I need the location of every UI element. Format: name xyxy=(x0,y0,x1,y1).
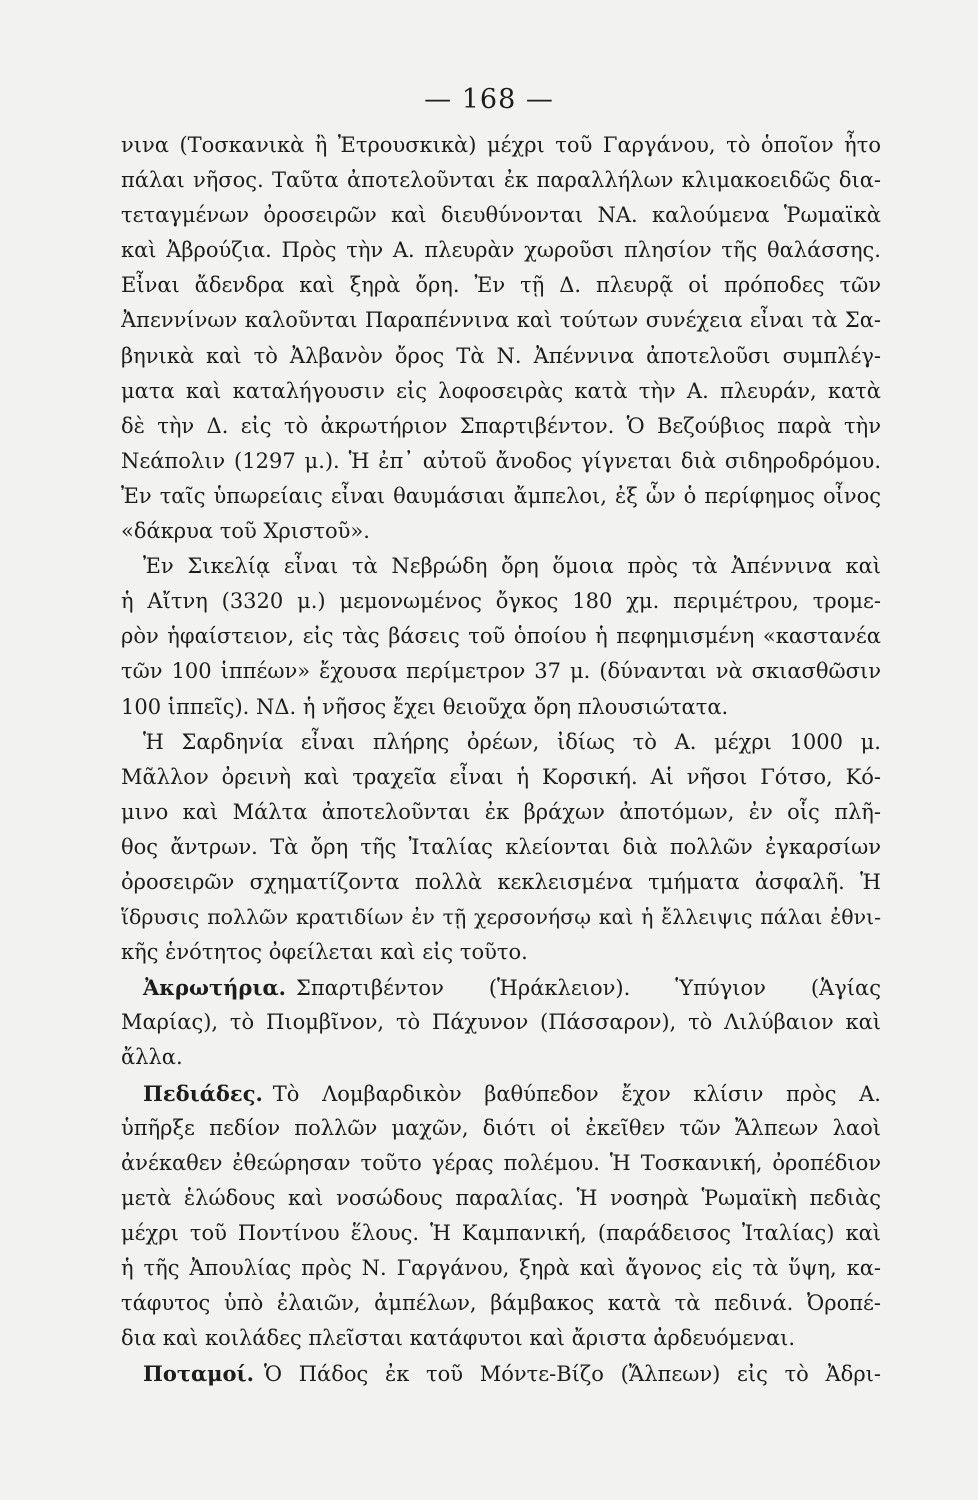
line-text: ἀνέκαθεν ἐθεώρησαν τοῦτο γέρας πολέμου. Ἡ Τοσκανική, ὀροπέδιον xyxy=(121,1150,881,1175)
line-text: τῶν 100 ἱππέων» ἔχουσα περίμετρον 37 μ. (δύνανται νὰ σκιασθῶσιν xyxy=(121,659,881,684)
line-text: ἵδρυσις πολλῶν κρατιδίων ἐν τῇ χερσονήσῳ καὶ ἡ ἔλλειψις πάλαι ἐθνι- xyxy=(121,905,881,930)
text-line xyxy=(121,1216,881,1251)
text-line xyxy=(121,830,881,865)
text-line xyxy=(121,549,881,584)
line-text: νινα (Τοσκανικὰ ἢ Ἐτρουσκικὰ) μέχρι τοῦ Γαργάνου, τὸ ὁποῖον ἦτο xyxy=(121,133,881,157)
line-text: Μᾶλλον ὀρεινὴ καὶ τραχεῖα εἶναι ἡ Κορσική. Αἱ νῆσοι Γότσο, Κό- xyxy=(121,764,881,789)
text-line xyxy=(121,935,881,970)
section-heading: Ἀκρωτήρια. xyxy=(143,975,286,1001)
text-line xyxy=(121,1321,881,1356)
text-line xyxy=(121,233,881,268)
text-line xyxy=(121,865,881,900)
text-line xyxy=(121,725,881,760)
line-text: μινο καὶ Μάλτα ἀποτελοῦνται ἐκ βράχων ἀποτόμων, ἐν οἷς πλῆ- xyxy=(121,799,881,824)
text-line xyxy=(121,409,881,444)
text-line xyxy=(121,690,881,725)
body-text xyxy=(121,128,881,1391)
text-line xyxy=(121,339,881,374)
text-line xyxy=(121,128,881,163)
text-line xyxy=(121,1076,881,1111)
line-text: δια καὶ κοιλάδες πλεῖσται κατάφυτοι καὶ ἄριστα ἀρδευόμεναι. xyxy=(121,1326,796,1351)
text-line xyxy=(121,795,881,830)
text-line xyxy=(121,1040,881,1075)
text-line xyxy=(121,760,881,795)
line-text: Μαρίας), τὸ Πιομβῖνον, τὸ Πάχυνον (Πάσσαρον), τὸ Λιλύβαιον καὶ xyxy=(121,1010,881,1035)
text-line xyxy=(121,444,881,479)
line-text: Τὸ Λομβαρδικὸν βαθύπεδον ἔχον κλίσιν πρὸς Α. xyxy=(272,1081,881,1106)
line-text: Νεάπολιν (1297 μ.). Ἡ ἐπ᾿ αὐτοῦ ἄνοδος γίγνεται διὰ σιδηροδρόμου. xyxy=(121,448,881,473)
line-text: 100 ἱππεῖς). ΝΔ. ἡ νῆσος ἔχει θειοῦχα ὄρη πλουσιώτατα. xyxy=(121,694,729,719)
text-line xyxy=(121,654,881,689)
line-text: βηνικὰ καὶ τὸ Ἀλβανὸν ὄρος Τὰ Ν. Ἀπέννινα ἀποτελοῦσι συμπλέγ- xyxy=(121,343,881,368)
text-line xyxy=(121,900,881,935)
line-text: ματα καὶ καταλήγουσιν εἰς λοφοσειρὰς κατὰ τὴν Α. πλευράν, κατὰ xyxy=(121,378,881,403)
line-text: Ἐν Σικελίᾳ εἶναι τὰ Νεβρώδη ὄρη ὅμοια πρὸς τὰ Ἀπέννινα καὶ xyxy=(143,554,881,579)
line-text: Ὁ Πάδος ἐκ τοῦ Μόντε-Βίζο (Ἄλπεων) εἰς τὸ Ἀδρι- xyxy=(263,1362,881,1387)
line-text: πάλαι νῆσος. Ταῦτα ἀποτελοῦνται ἐκ παραλλήλων κλιμακοειδῶς δια- xyxy=(121,168,881,193)
text-line xyxy=(121,1356,881,1391)
line-text: Ἐν ταῖς ὑπωρείαις εἶναι θαυμάσιαι ἄμπελοι, ἐξ ὧν ὁ περίφημος οἶνος xyxy=(121,483,881,508)
line-text: ἡ τῆς Ἀπουλίας πρὸς Ν. Γαργάνου, ξηρὰ καὶ ἄγονος εἰς τὰ ὕψη, κα- xyxy=(121,1256,881,1280)
text-line xyxy=(121,619,881,654)
text-line xyxy=(121,479,881,514)
line-text: «δάκρυα τοῦ Χριστοῦ». xyxy=(121,519,370,544)
text-line xyxy=(121,374,881,409)
page-number: — 168 — xyxy=(424,84,554,115)
text-line xyxy=(121,1146,881,1181)
line-text: τάφυτος ὑπὸ ἐλαιῶν, ἀμπέλων, βάμβακος κατὰ τὰ πεδινά. Ὀροπέ- xyxy=(121,1291,881,1316)
text-line xyxy=(121,1286,881,1321)
line-text: δὲ τὴν Δ. εἰς τὸ ἀκρωτήριον Σπαρτιβέντον. Ὁ Βεζούβιος παρὰ τὴν xyxy=(121,413,881,438)
text-line xyxy=(121,1111,881,1146)
line-text: Εἶναι ἄδενδρα καὶ ξηρὰ ὄρη. Ἐν τῇ Δ. πλευρᾷ οἱ πρόποδες τῶν xyxy=(121,273,881,298)
line-text: θος ἄντρων. Τὰ ὄρη τῆς Ἰταλίας κλείονται διὰ πολλῶν ἐγκαρσίων xyxy=(121,834,881,859)
line-text: Ἡ Σαρδηνία εἶναι πλήρης ὀρέων, ἰδίως τὸ Α. μέχρι 1000 μ. xyxy=(143,729,881,754)
section-heading: Πεδιάδες. xyxy=(143,1080,263,1106)
line-text: ὀροσειρῶν σχηματίζοντα πολλὰ κεκλεισμένα τμήματα ἀσφαλῆ. Ἡ xyxy=(121,869,881,894)
line-text: Σπαρτιβέντον (Ἡράκλειον). Ὑπύγιον (Ἁγίας xyxy=(296,976,881,1001)
text-line xyxy=(121,970,881,1005)
text-line xyxy=(121,514,881,549)
line-text: ἄλλα. xyxy=(121,1045,183,1070)
line-text: τεταγμένων ὀροσειρῶν καὶ διευθύνονται ΝΑ. καλούμενα Ῥωμαϊκὰ xyxy=(121,203,881,228)
line-text: καὶ Ἀβρούζια. Πρὸς τὴν Α. πλευρὰν χωροῦσι πλησίον τῆς θαλάσσης. xyxy=(121,238,881,263)
text-line xyxy=(121,1181,881,1216)
line-text: Ἀπεννίνων καλοῦνται Παραπέννινα καὶ τούτων συνέχεια εἶναι τὰ Σα- xyxy=(121,308,881,333)
text-line xyxy=(121,1005,881,1040)
line-text: ρὸν ἡφαίστειον, εἰς τὰς βάσεις τοῦ ὁποίου ἡ πεφημισμένη «καστανέα xyxy=(121,624,881,649)
line-text: ἡ Αἴτνη (3320 μ.) μεμονωμένος ὄγκος 180 χμ. περιμέτρου, τρομε- xyxy=(121,589,881,614)
line-text: κῆς ἑνότητος ὀφείλεται καὶ εἰς τοῦτο. xyxy=(121,940,528,965)
text-line xyxy=(121,303,881,338)
text-line xyxy=(121,163,881,198)
line-text: μετὰ ἑλώδους καὶ νοσώδους παραλίας. Ἡ νοσηρὰ Ῥωμαϊκὴ πεδιὰς xyxy=(121,1185,881,1210)
text-line xyxy=(121,584,881,619)
text-line xyxy=(121,198,881,233)
line-text: μέχρι τοῦ Ποντίνου ἕλους. Ἡ Καμπανική, (παράδεισος Ἰταλίας) καὶ xyxy=(121,1220,881,1245)
text-line xyxy=(121,1251,881,1286)
text-line xyxy=(121,268,881,303)
section-heading: Ποταμοί. xyxy=(143,1361,254,1387)
line-text: ὑπῆρξε πεδίον πολλῶν μαχῶν, διότι οἱ ἐκεῖθεν τῶν Ἄλπεων λαοὶ xyxy=(121,1115,881,1140)
